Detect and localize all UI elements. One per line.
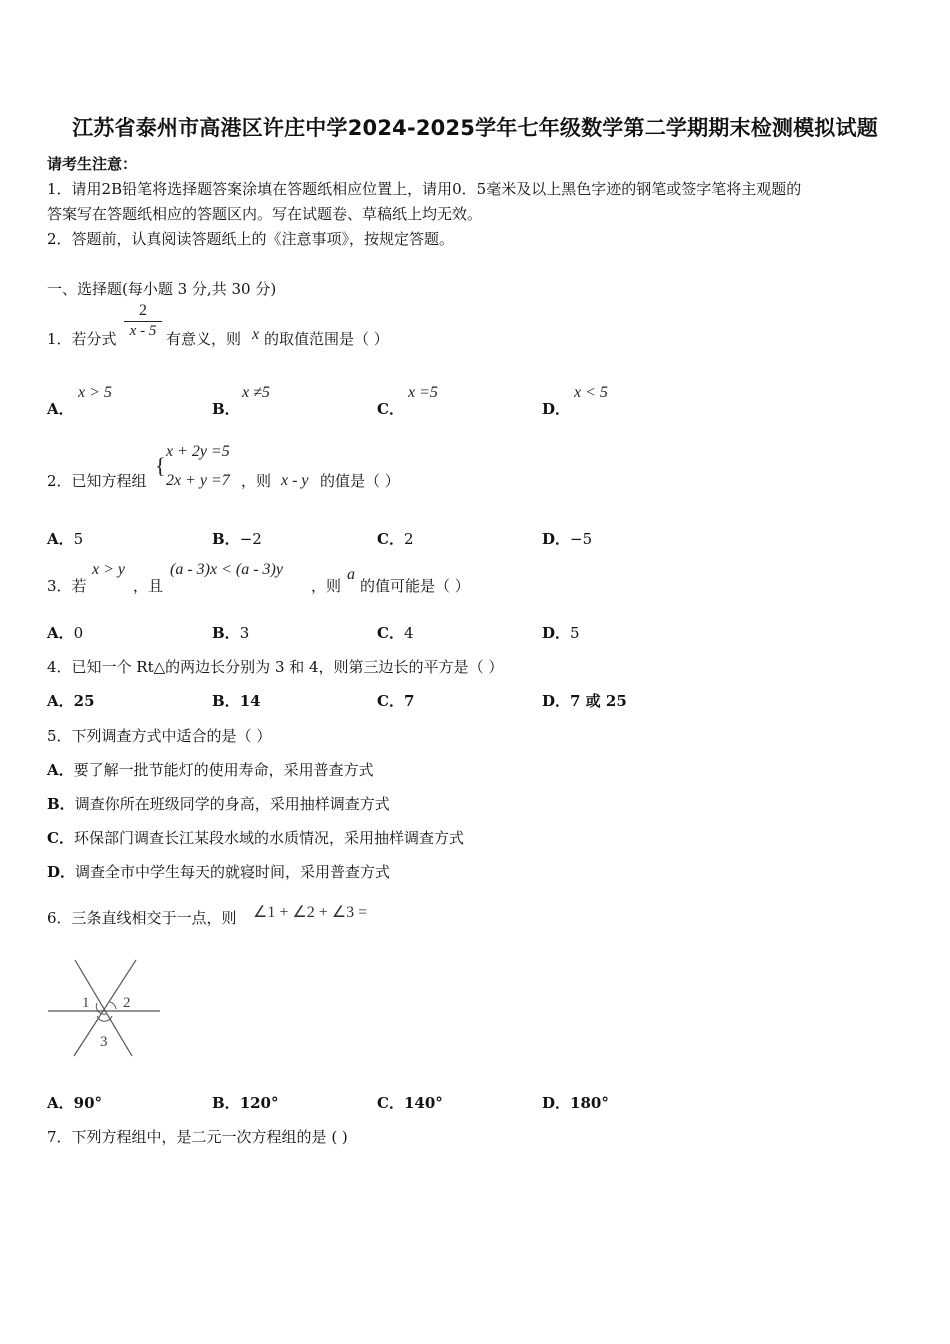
q6-figure-label-1: 1 <box>82 995 90 1011</box>
q1-option-d[interactable]: D． <box>542 400 571 418</box>
q6-figure-label-2: 2 <box>123 995 131 1011</box>
q3-mid-2: ，则 <box>311 577 342 595</box>
q2-mid: ，则 <box>241 472 272 490</box>
notice-line-1a: 1．请用2B铅笔将选择题答案涂填在答题纸相应位置上，请用0．5毫米及以上黑色字迹的钢笔或签字笔将主观题的 <box>47 180 802 198</box>
q3-option-c[interactable]: C．4 <box>377 624 414 642</box>
q3-option-b[interactable]: B．3 <box>212 624 250 642</box>
q5-option-b[interactable]: B．调查你所在班级同学的身高，采用抽样调查方式 <box>47 795 390 813</box>
notice-line-2: 2．答题前，认真阅读答题纸上的《注意事项》，按规定答题。 <box>47 230 455 248</box>
q2-equation-2: 2x + y =7 <box>166 472 230 489</box>
q6-option-d[interactable]: D．180° <box>542 1094 609 1112</box>
q3-prefix: 3．若 <box>47 577 87 595</box>
q4-option-b[interactable]: B．14 <box>212 692 261 710</box>
q4-option-a[interactable]: A．25 <box>47 692 95 710</box>
q1-var: x <box>252 326 260 343</box>
page-title: 江苏省泰州市高港区许庄中学2024-2025学年七年级数学第二学期期末检测模拟试题 <box>72 116 878 140</box>
q1-option-c[interactable]: C． <box>377 400 404 418</box>
q1-option-d-math: x < 5 <box>574 384 608 401</box>
q2-brace: { <box>155 453 166 478</box>
q1-option-a[interactable]: A． <box>47 400 74 418</box>
q2-option-b[interactable]: B．−2 <box>212 530 262 548</box>
q1-option-b[interactable]: B． <box>212 400 240 418</box>
q2-option-c[interactable]: C．2 <box>377 530 414 548</box>
q1-option-a-math: x > 5 <box>78 384 112 401</box>
q1-fraction-numerator: 2 <box>139 302 147 319</box>
q3-option-d[interactable]: D．5 <box>542 624 580 642</box>
notice-heading: 请考生注意： <box>47 155 138 173</box>
q1-fraction-denominator: x - 5 <box>124 321 162 340</box>
q2-option-a[interactable]: A．5 <box>47 530 84 548</box>
q4-option-c[interactable]: C．7 <box>377 692 415 710</box>
q1-post: 的取值范围是（ ） <box>264 330 389 348</box>
q5-text: 5．下列调查方式中适合的是（ ） <box>47 727 272 745</box>
q3-post: 的值可能是（ ） <box>360 577 470 595</box>
q6-three-lines-figure <box>44 955 164 1060</box>
q2-expr: x - y <box>281 472 309 489</box>
q2-option-d[interactable]: D．−5 <box>542 530 593 548</box>
q6-figure-label-3: 3 <box>100 1034 108 1050</box>
q1-option-b-math: x ≠5 <box>242 384 270 401</box>
q6-option-a[interactable]: A．90° <box>47 1094 103 1112</box>
q2-prefix: 2．已知方程组 <box>47 472 147 490</box>
q6-expression: ∠1 + ∠2 + ∠3 = <box>253 904 368 921</box>
q2-equation-1: x + 2y =5 <box>166 443 230 460</box>
q3-var: a <box>347 566 355 583</box>
q1-option-c-math: x =5 <box>408 384 438 401</box>
q1-fraction <box>124 302 162 340</box>
section-heading: 一、选择题(每小题 3 分,共 30 分) <box>47 280 277 298</box>
q6-option-c[interactable]: C．140° <box>377 1094 443 1112</box>
q3-condition-2: (a - 3)x < (a - 3)y <box>170 561 283 578</box>
q5-option-d[interactable]: D．调查全市中学生每天的就寝时间，采用普查方式 <box>47 863 391 881</box>
notice-line-1b: 答案写在答题纸相应的答题区内。写在试题卷、草稿纸上均无效。 <box>47 205 483 223</box>
q5-option-c[interactable]: C．环保部门调查长江某段水域的水质情况，采用抽样调查方式 <box>47 829 464 847</box>
q6-prefix: 6．三条直线相交于一点，则 <box>47 909 237 927</box>
q5-option-a[interactable]: A．要了解一批节能灯的使用寿命，采用普查方式 <box>47 761 374 779</box>
q7-text: 7．下列方程组中，是二元一次方程组的是 ( ) <box>47 1128 348 1146</box>
q1-mid: 有意义，则 <box>166 330 242 348</box>
q4-text: 4．已知一个 Rt△的两边长分别为 3 和 4，则第三边长的平方是（ ） <box>47 658 504 676</box>
q4-option-d[interactable]: D．7 或 25 <box>542 692 627 710</box>
q6-option-b[interactable]: B．120° <box>212 1094 279 1112</box>
q3-option-a[interactable]: A．0 <box>47 624 84 642</box>
q2-post: 的值是（ ） <box>320 472 400 490</box>
q3-mid-1: ，且 <box>133 577 164 595</box>
q1-prefix: 1．若分式 <box>47 330 117 348</box>
q3-condition-1: x > y <box>92 561 125 578</box>
